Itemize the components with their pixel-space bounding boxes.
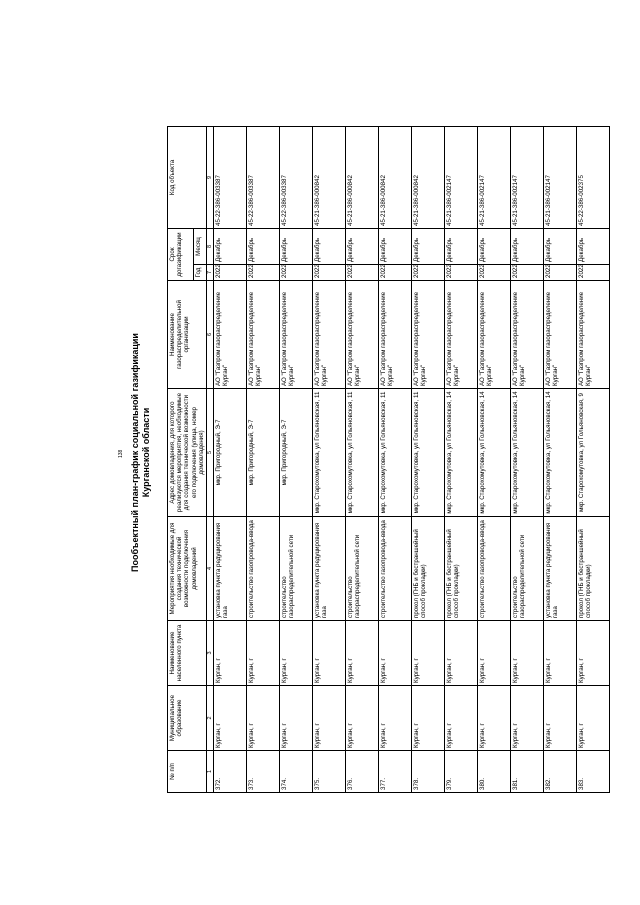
header-term: Срок догазификации: [168, 229, 194, 281]
municipality-cell: Курган, г: [280, 686, 313, 751]
table-row: [577, 127, 610, 793]
gdo-cell: АО "Газпром газораспределение Курган": [379, 281, 412, 389]
row-number: 377.: [379, 751, 412, 793]
municipality-cell: Курган, г: [247, 686, 280, 751]
column-number: 6: [207, 281, 214, 389]
address-cell: мкр. Старохомутовка, ул Гольяновская, 14: [478, 389, 511, 517]
year-cell: 2022: [214, 265, 247, 281]
object-code-cell: 45-21-386-002147: [544, 127, 577, 229]
month-cell: Декабрь: [412, 229, 445, 265]
row-number: 382.: [544, 751, 577, 793]
settlement-cell: Курган, г: [445, 621, 478, 686]
municipality-cell: Курган, г: [445, 686, 478, 751]
address-cell: мкр. Старохомутовка, ул Гольяновская, 11: [313, 389, 346, 517]
municipality-cell: Курган, г: [214, 686, 247, 751]
year-cell: 2022: [280, 265, 313, 281]
column-number: 9: [207, 127, 214, 229]
row-number: 376.: [346, 751, 379, 793]
year-cell: 2022: [478, 265, 511, 281]
gdo-cell: АО "Газпром газораспределение Курган": [412, 281, 445, 389]
address-cell: мкр. Старохомутовка, ул Гольяновская, 14: [511, 389, 544, 517]
measure-cell: строительство газопровода-ввода: [379, 517, 412, 621]
address-cell: мкр. Старохомутовка, ул Гольяновская, 11: [346, 389, 379, 517]
month-cell: Декабрь: [214, 229, 247, 265]
object-code-cell: 45-21-386-000842: [379, 127, 412, 229]
column-number: 5: [207, 389, 214, 517]
gdo-cell: АО "Газпром газораспределение Курган": [346, 281, 379, 389]
address-cell: мкр. Старохомутовка, ул Гольяновская, 14: [544, 389, 577, 517]
municipality-cell: Курган, г: [379, 686, 412, 751]
municipality-cell: Курган, г: [511, 686, 544, 751]
table-row: [511, 127, 544, 793]
year-cell: 2022: [544, 265, 577, 281]
address-cell: мкр. Старохомутовка, ул Гольяновская, 9: [577, 389, 610, 517]
month-cell: Декабрь: [280, 229, 313, 265]
year-cell: 2022: [445, 265, 478, 281]
column-number-row: [207, 127, 214, 793]
table-row: [313, 127, 346, 793]
month-cell: Декабрь: [346, 229, 379, 265]
header-measures: Мероприятия необходимые для создания технической возможности подключения домовладений: [168, 517, 207, 621]
settlement-cell: Курган, г: [346, 621, 379, 686]
settlement-cell: Курган, г: [247, 621, 280, 686]
object-code-cell: 45-22-386-003387: [214, 127, 247, 229]
object-code-cell: 45-21-386-000842: [346, 127, 379, 229]
row-number: 380.: [478, 751, 511, 793]
measure-cell: прокол (ГНБ и бестраншейный способ прокладки): [445, 517, 478, 621]
column-number: 8: [207, 229, 214, 265]
address-cell: мкр. Пригородный, Э-7: [280, 389, 313, 517]
settlement-cell: Курган, г: [214, 621, 247, 686]
header-gdo: Наименование газораспределительной организации: [168, 281, 207, 389]
measure-cell: строительство газопровода-ввода: [247, 517, 280, 621]
month-cell: Декабрь: [544, 229, 577, 265]
measure-cell: строительство газораспределительной сети: [511, 517, 544, 621]
row-number: 378.: [412, 751, 445, 793]
column-number: 3: [207, 621, 214, 686]
settlement-cell: Курган, г: [313, 621, 346, 686]
year-cell: 2022: [313, 265, 346, 281]
row-number: 375.: [313, 751, 346, 793]
header-address: Адрес домовладения, для которого реализуются мероприятия, необходимые для создания технической возможности его подключения (улица, номер домовладения): [168, 389, 207, 517]
month-cell: Декабрь: [247, 229, 280, 265]
municipality-cell: Курган, г: [313, 686, 346, 751]
measure-cell: установка пункта редуцирования газа: [544, 517, 577, 621]
header-municipality: Муниципальное образование: [168, 686, 207, 751]
year-cell: 2022: [577, 265, 610, 281]
measure-cell: установка пункта редуцирования газа: [214, 517, 247, 621]
address-cell: мкр. Пригородный, Э-7: [214, 389, 247, 517]
gdo-cell: АО "Газпром газораспределение Курган": [445, 281, 478, 389]
month-cell: Декабрь: [577, 229, 610, 265]
table-row: [544, 127, 577, 793]
object-code-cell: 45-21-386-000842: [412, 127, 445, 229]
gdo-cell: АО "Газпром газораспределение Курган": [544, 281, 577, 389]
row-number: 381.: [511, 751, 544, 793]
gdo-cell: АО "Газпром газораспределение Курган": [478, 281, 511, 389]
object-code-cell: 45-22-386-003387: [280, 127, 313, 229]
address-cell: мкр. Старохомутовка, ул Гольяновская, 14: [445, 389, 478, 517]
year-cell: 2022: [511, 265, 544, 281]
gdo-cell: АО "Газпром газораспределение Курган": [280, 281, 313, 389]
settlement-cell: Курган, г: [544, 621, 577, 686]
row-number: 374.: [280, 751, 313, 793]
page-number: 138: [118, 449, 124, 458]
settlement-cell: Курган, г: [280, 621, 313, 686]
address-cell: мкр. Старохомутовка, ул Гольяновская, 11: [412, 389, 445, 517]
row-number: 372.: [214, 751, 247, 793]
year-cell: 2022: [346, 265, 379, 281]
object-code-cell: 45-21-386-002147: [445, 127, 478, 229]
gdo-cell: АО "Газпром газораспределение Курган": [511, 281, 544, 389]
column-number: 2: [207, 686, 214, 751]
measure-cell: установка пункта редуцирования газа: [313, 517, 346, 621]
month-cell: Декабрь: [511, 229, 544, 265]
page-subtitle: Курганской области: [141, 407, 151, 498]
measure-cell: прокол (ГНБ и бестраншейный способ прокладки): [577, 517, 610, 621]
month-cell: Декабрь: [478, 229, 511, 265]
measure-cell: прокол (ГНБ и бестраншейный способ прокладки): [412, 517, 445, 621]
table-row: [412, 127, 445, 793]
table-row: [445, 127, 478, 793]
year-cell: 2022: [412, 265, 445, 281]
header-settlement: Наименование населенного пункта: [168, 621, 207, 686]
header-num: № п/п: [168, 751, 207, 793]
address-cell: мкр. Пригородный, Э-7: [247, 389, 280, 517]
municipality-cell: Курган, г: [544, 686, 577, 751]
month-cell: Декабрь: [379, 229, 412, 265]
object-code-cell: 45-21-386-002147: [478, 127, 511, 229]
header-year: Год: [194, 265, 207, 281]
row-number: 373.: [247, 751, 280, 793]
object-code-cell: 45-21-386-000842: [313, 127, 346, 229]
object-code-cell: 45-22-386-002375: [577, 127, 610, 229]
month-cell: Декабрь: [313, 229, 346, 265]
object-code-cell: 45-21-386-002147: [511, 127, 544, 229]
municipality-cell: Курган, г: [412, 686, 445, 751]
table-row: [280, 127, 313, 793]
row-number: 379.: [445, 751, 478, 793]
table-body: [214, 127, 610, 793]
measure-cell: строительство газопровода-ввода: [478, 517, 511, 621]
municipality-cell: Курган, г: [577, 686, 610, 751]
column-number: 7: [207, 265, 214, 281]
municipality-cell: Курган, г: [346, 686, 379, 751]
table-row: [346, 127, 379, 793]
month-cell: Декабрь: [445, 229, 478, 265]
gdo-cell: АО "Газпром газораспределение Курган": [214, 281, 247, 389]
table-row: [247, 127, 280, 793]
year-cell: 2022: [379, 265, 412, 281]
address-cell: мкр. Старохомутовка, ул Гольяновская, 11: [379, 389, 412, 517]
header-month: Месяц: [194, 229, 207, 265]
header-code: Код объекта: [168, 127, 207, 229]
column-number: 1: [207, 751, 214, 793]
settlement-cell: Курган, г: [412, 621, 445, 686]
table-row: [478, 127, 511, 793]
gdo-cell: АО "Газпром газораспределение Курган": [577, 281, 610, 389]
row-number: 383.: [577, 751, 610, 793]
table-row: [214, 127, 247, 793]
measure-cell: строительство газораспределительной сети: [280, 517, 313, 621]
column-number: 4: [207, 517, 214, 621]
municipality-cell: Курган, г: [478, 686, 511, 751]
object-code-cell: 45-22-386-003387: [247, 127, 280, 229]
settlement-cell: Курган, г: [478, 621, 511, 686]
settlement-cell: Курган, г: [511, 621, 544, 686]
gdo-cell: АО "Газпром газораспределение Курган": [313, 281, 346, 389]
table-row: [379, 127, 412, 793]
page-title: Пообъектный план-график социальной газификации: [130, 333, 140, 572]
gasification-table: [167, 126, 610, 793]
settlement-cell: Курган, г: [379, 621, 412, 686]
year-cell: 2022: [247, 265, 280, 281]
settlement-cell: Курган, г: [577, 621, 610, 686]
measure-cell: строительство газораспределительной сети: [346, 517, 379, 621]
gdo-cell: АО "Газпром газораспределение Курган": [247, 281, 280, 389]
